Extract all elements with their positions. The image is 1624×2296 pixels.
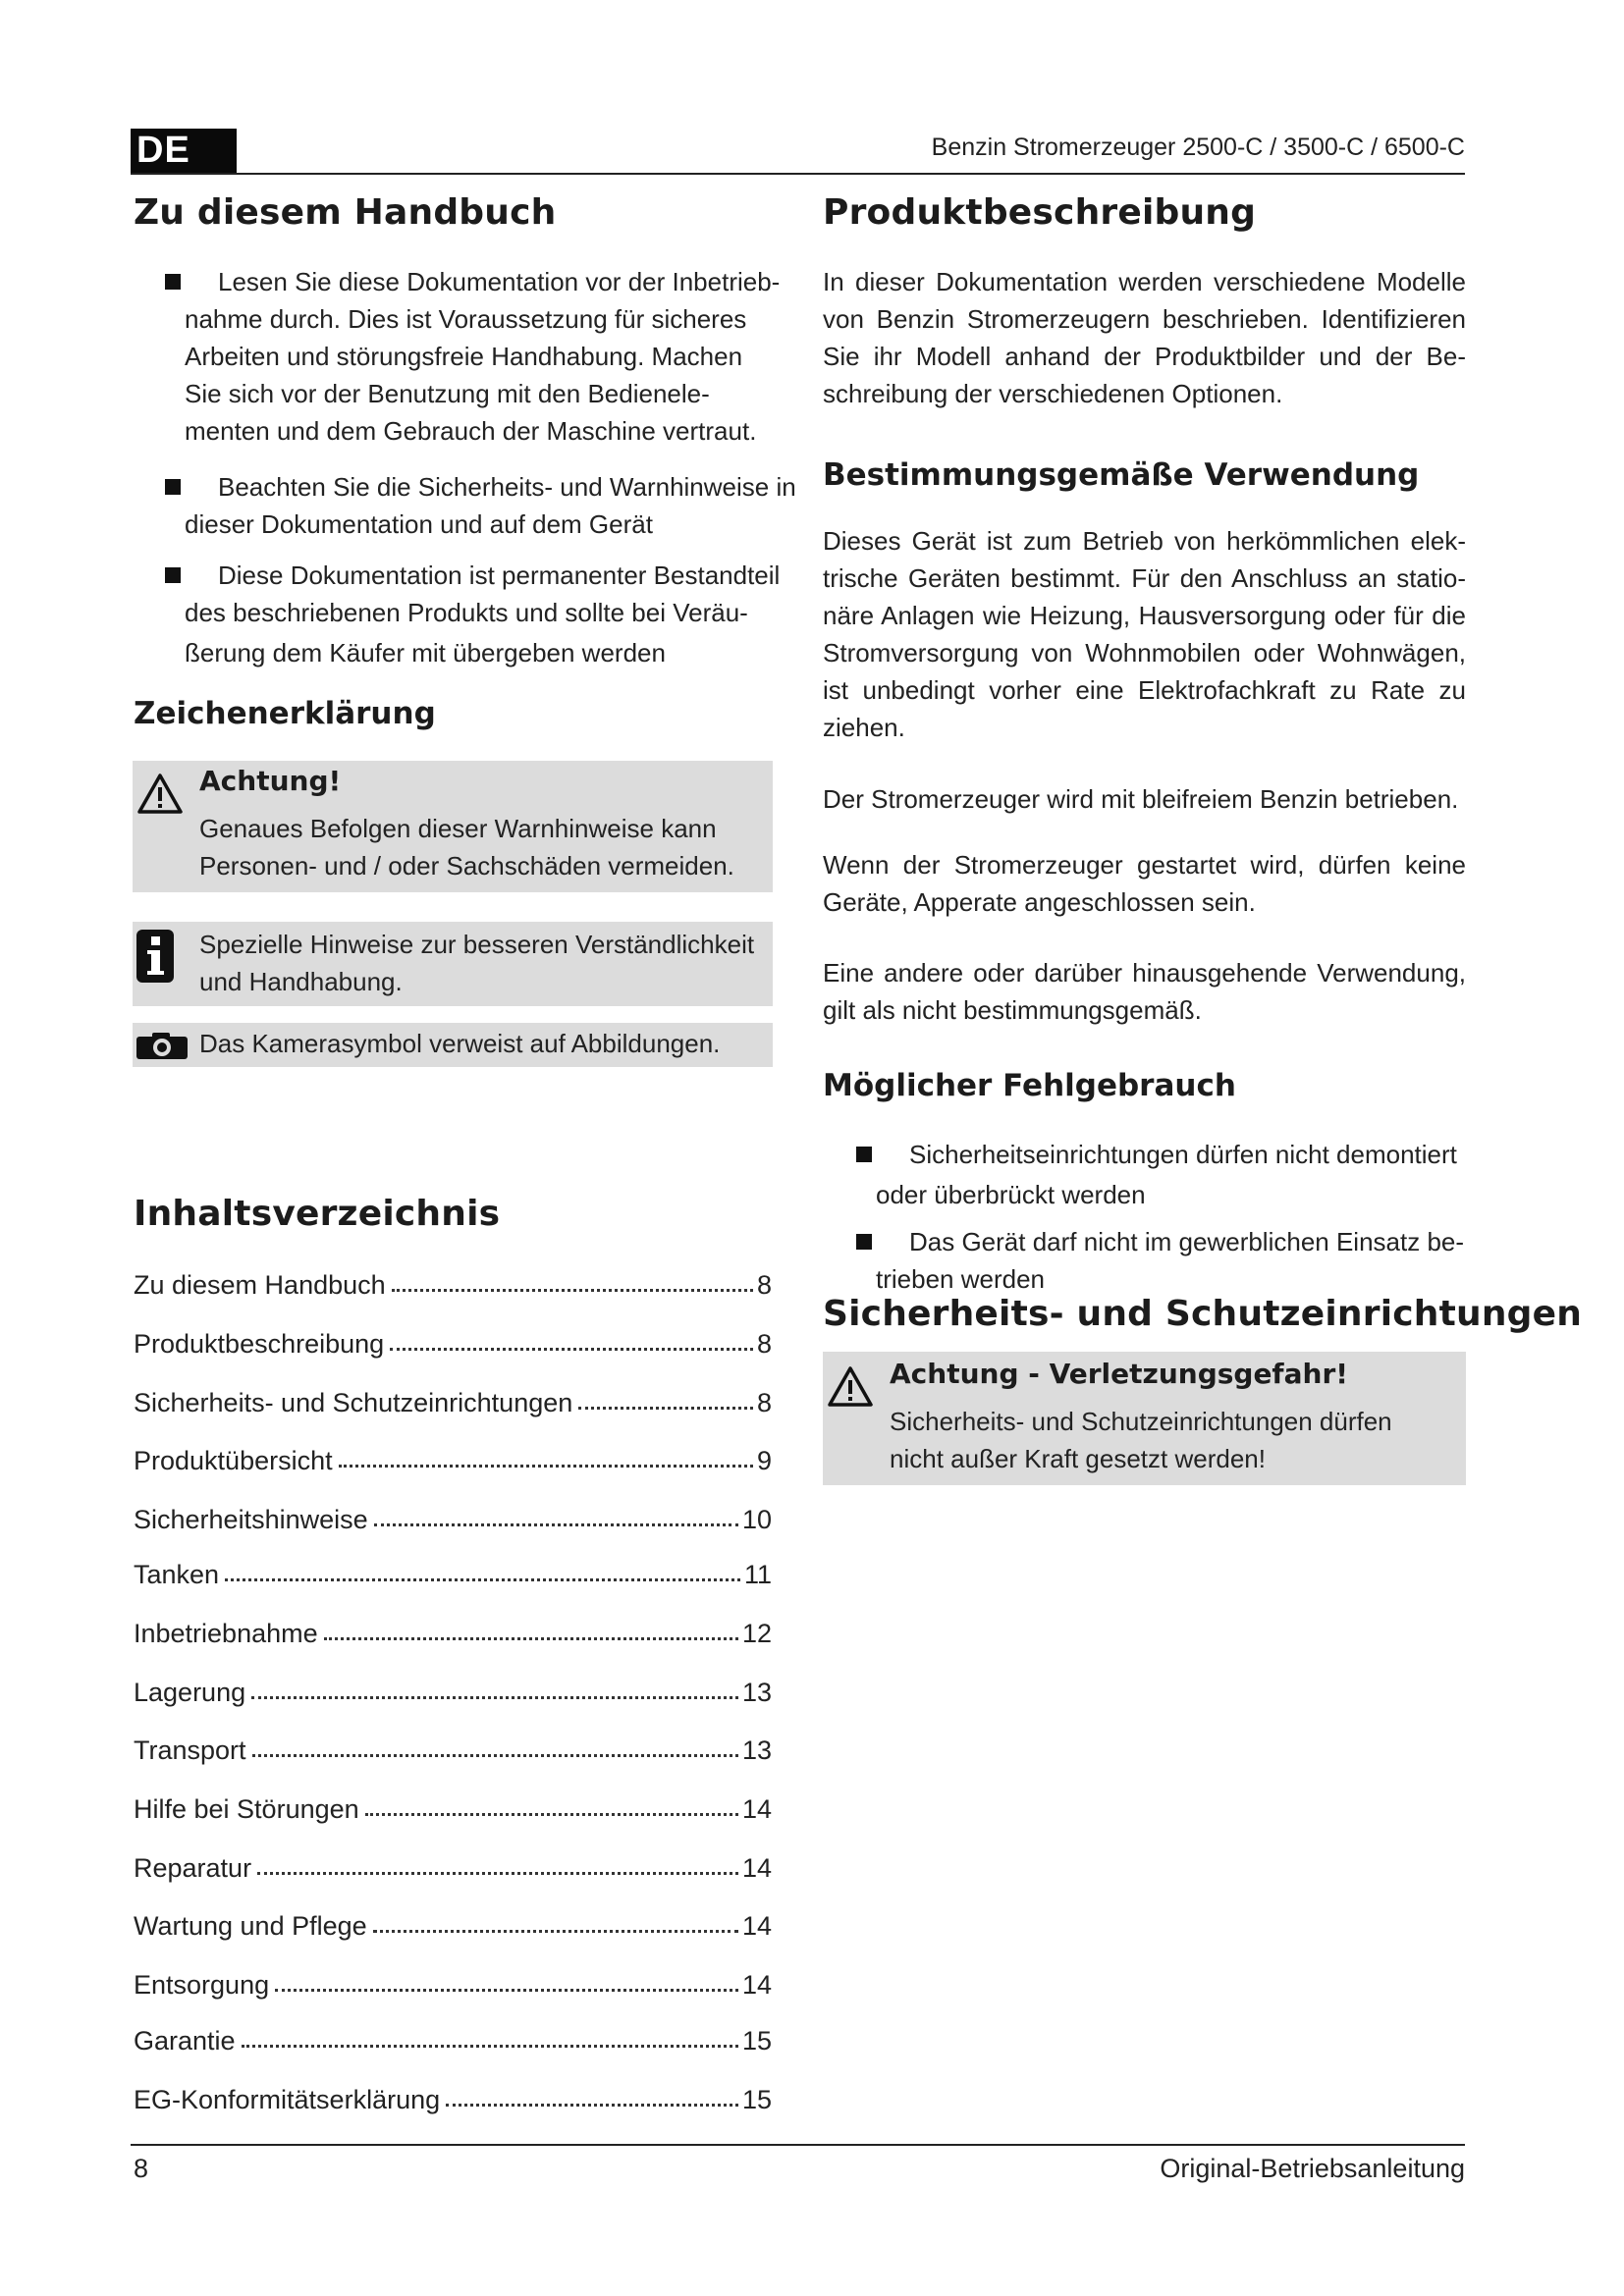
toc-entry-page: 13 bbox=[741, 1678, 772, 1707]
toc-entry-page: 14 bbox=[741, 1911, 772, 1941]
bullet-line: nahme durch. Dies ist Voraussetzung für sicheres bbox=[185, 304, 747, 334]
toc-entry-page: 14 bbox=[741, 1794, 772, 1824]
toc-leader-dots bbox=[242, 2045, 738, 2048]
produkt-line: Sie ihr Modell anhand der Produktbilder und der Be- bbox=[823, 342, 1466, 371]
verwendung-paragraph-3 bbox=[823, 846, 1466, 921]
fehlgebrauch-bullet-1 bbox=[848, 1136, 1477, 1216]
toc-entry-page: 12 bbox=[741, 1619, 772, 1648]
bullet-line: dieser Dokumentation und auf dem Gerät bbox=[185, 509, 653, 539]
toc-entry-page: 8 bbox=[756, 1388, 772, 1417]
info-box bbox=[133, 922, 773, 1006]
toc-leader-dots bbox=[339, 1465, 753, 1468]
bullet-line: menten und dem Gebrauch der Maschine vertraut. bbox=[185, 416, 757, 446]
schutz-warning-title: Achtung - Verletzungsgefahr! bbox=[890, 1358, 1349, 1390]
bullet-square-icon bbox=[165, 567, 181, 583]
toc-entry[interactable] bbox=[134, 1610, 772, 1649]
toc-entry-label: Inbetriebnahme bbox=[134, 1619, 318, 1648]
toc-entry[interactable] bbox=[134, 1496, 772, 1535]
toc-entry-label: Lagerung bbox=[134, 1678, 246, 1707]
toc-entry[interactable] bbox=[134, 1786, 772, 1825]
toc-entry[interactable] bbox=[134, 1320, 772, 1360]
schutz-warning-box bbox=[823, 1352, 1466, 1485]
toc-entry[interactable] bbox=[134, 1379, 772, 1418]
info-text-line: Spezielle Hinweise zur besseren Verständlichkeit bbox=[199, 930, 755, 959]
bullet-line: Beachten Sie die Sicherheits- und Warnhinweise in bbox=[218, 472, 796, 502]
produkt-line: schreibung der verschiedenen Optionen. bbox=[823, 379, 1283, 408]
bullet-square-icon bbox=[165, 479, 181, 495]
schutz-warning-line: Sicherheits- und Schutzeinrichtungen dürfen bbox=[890, 1407, 1392, 1436]
heading-toc: Inhaltsverzeichnis bbox=[134, 1194, 501, 1234]
warning-triangle-icon bbox=[828, 1365, 873, 1407]
toc-entry[interactable] bbox=[134, 1902, 772, 1942]
verwendung-line: Geräte, Apperate angeschlossen sein. bbox=[823, 887, 1256, 917]
bullet-line: Lesen Sie diese Dokumentation vor der Inbetrieb- bbox=[218, 267, 781, 296]
toc-entry-label: EG-Konformitätserklärung bbox=[134, 2085, 441, 2114]
page-number: 8 bbox=[134, 2154, 149, 2183]
document-title: Benzin Stromerzeuger 2500-C / 3500-C / 6500-C bbox=[931, 133, 1465, 161]
header-divider bbox=[131, 173, 1465, 175]
camera-text: Das Kamerasymbol verweist auf Abbildungen. bbox=[199, 1029, 721, 1058]
camera-box bbox=[133, 1023, 773, 1067]
toc-entry-label: Produktbeschreibung bbox=[134, 1329, 385, 1359]
bullet-line: trieben werden bbox=[876, 1264, 1045, 1294]
toc-entry[interactable] bbox=[134, 1727, 772, 1766]
toc-entry-page: 9 bbox=[756, 1446, 772, 1475]
verwendung-line: gilt als nicht bestimmungsgemäß. bbox=[823, 995, 1202, 1025]
heading-fehlgebrauch: Möglicher Fehlgebrauch bbox=[823, 1068, 1236, 1103]
verwendung-line: Stromversorgung von Wohnmobilen oder Wohnwägen, bbox=[823, 638, 1466, 667]
toc-entry-page: 8 bbox=[756, 1329, 772, 1359]
toc-leader-dots bbox=[578, 1407, 753, 1410]
bullet-line: des beschriebenen Produkts und sollte bei Veräu- bbox=[185, 598, 748, 627]
toc-leader-dots bbox=[373, 1930, 738, 1933]
heading-verwendung: Bestimmungsgemäße Verwendung bbox=[823, 457, 1420, 493]
toc-leader-dots bbox=[365, 1813, 738, 1816]
toc-leader-dots bbox=[446, 2104, 738, 2107]
toc-entry[interactable] bbox=[134, 1551, 772, 1590]
produkt-paragraph bbox=[823, 263, 1466, 412]
toc-entry[interactable] bbox=[134, 2076, 772, 2115]
warning-text-line: Genaues Befolgen dieser Warnhinweise kann bbox=[199, 814, 717, 843]
verwendung-paragraph-2: Der Stromerzeuger wird mit bleifreiem Benzin betrieben. bbox=[823, 784, 1459, 814]
heading-produkt: Produktbeschreibung bbox=[823, 192, 1257, 233]
fehlgebrauch-bullet-2 bbox=[848, 1223, 1477, 1298]
bullet-line: Sie sich vor der Benutzung mit den Bedienele- bbox=[185, 379, 710, 408]
heading-zeichen: Zeichenerklärung bbox=[134, 696, 436, 731]
produkt-line: von Benzin Stromerzeugern beschrieben. Identifizieren bbox=[823, 304, 1466, 334]
toc-entry[interactable] bbox=[134, 1669, 772, 1708]
toc-entry-page: 15 bbox=[741, 2026, 772, 2056]
warning-text-line: Personen- und / oder Sachschäden vermeiden. bbox=[199, 851, 734, 881]
verwendung-line: näre Anlagen wie Heizung, Hausversorgung oder für die bbox=[823, 601, 1466, 630]
toc-leader-dots bbox=[392, 1289, 753, 1292]
toc-entry-page: 13 bbox=[741, 1735, 772, 1765]
toc-entry-label: Entsorgung bbox=[134, 1970, 270, 2000]
verwendung-line: ziehen. bbox=[823, 713, 905, 742]
bullet-line: Arbeiten und störungsfreie Handhabung. Machen bbox=[185, 342, 743, 371]
verwendung-line: Eine andere oder darüber hinausgehende Verwendung, bbox=[823, 958, 1466, 988]
footer-label: Original-Betriebsanleitung bbox=[1160, 2154, 1465, 2183]
toc-leader-dots bbox=[390, 1348, 753, 1351]
toc-leader-dots bbox=[374, 1523, 738, 1526]
toc-entry[interactable] bbox=[134, 1961, 772, 2001]
bullet-line: Diese Dokumentation ist permanenter Bestandteil bbox=[218, 561, 781, 590]
toc-entry-page: 10 bbox=[741, 1505, 772, 1534]
toc-entry-label: Hilfe bei Störungen bbox=[134, 1794, 359, 1824]
toc-entry[interactable] bbox=[134, 1437, 772, 1476]
warning-box bbox=[133, 761, 773, 892]
toc-entry[interactable] bbox=[134, 1261, 772, 1301]
bullet-square-icon bbox=[856, 1147, 872, 1162]
verwendung-line: trische Geräten bestimmt. Für den Anschluss an statio- bbox=[823, 563, 1466, 593]
toc-entry[interactable] bbox=[134, 2017, 772, 2056]
toc-entry-label: Zu diesem Handbuch bbox=[134, 1270, 386, 1300]
toc-entry-label: Garantie bbox=[134, 2026, 236, 2056]
bullet-line: ßerung dem Käufer mit übergeben werden bbox=[185, 638, 666, 667]
verwendung-paragraph-1 bbox=[823, 522, 1466, 746]
toc-entry-page: 8 bbox=[756, 1270, 772, 1300]
toc-entry-label: Sicherheitshinweise bbox=[134, 1505, 368, 1534]
toc-entry-page: 11 bbox=[743, 1560, 772, 1589]
info-text-line: und Handhabung. bbox=[199, 967, 403, 996]
toc-entry-label: Sicherheits- und Schutzeinrichtungen bbox=[134, 1388, 573, 1417]
toc-leader-dots bbox=[252, 1754, 738, 1757]
bullet-line: Sicherheitseinrichtungen dürfen nicht demontiert bbox=[909, 1140, 1457, 1169]
toc-entry[interactable] bbox=[134, 1844, 772, 1884]
verwendung-paragraph-4 bbox=[823, 954, 1466, 1029]
toc-leader-dots bbox=[225, 1578, 740, 1581]
verwendung-line: ist unbedingt vorher eine Elektrofachkraft zu Rate zu bbox=[823, 675, 1466, 705]
bullet-line: oder überbrückt werden bbox=[876, 1180, 1146, 1209]
footer-divider bbox=[131, 2144, 1465, 2146]
heading-handbuch: Zu diesem Handbuch bbox=[134, 192, 557, 233]
verwendung-line: Wenn der Stromerzeuger gestartet wird, dürfen keine bbox=[823, 850, 1466, 880]
toc-entry-label: Produktübersicht bbox=[134, 1446, 333, 1475]
heading-schutz: Sicherheits- und Schutzeinrichtungen bbox=[823, 1294, 1583, 1334]
toc-entry-label: Tanken bbox=[134, 1560, 220, 1589]
handbuch-bullet-3 bbox=[157, 557, 805, 674]
toc-leader-dots bbox=[257, 1872, 738, 1875]
produkt-line: In dieser Dokumentation werden verschiedene Modelle bbox=[823, 267, 1466, 296]
toc-entry-label: Transport bbox=[134, 1735, 246, 1765]
toc-entry-page: 14 bbox=[741, 1970, 772, 2000]
toc-leader-dots bbox=[251, 1696, 738, 1699]
bullet-square-icon bbox=[165, 274, 181, 290]
camera-icon bbox=[135, 1032, 189, 1061]
warning-title: Achtung! bbox=[199, 765, 342, 797]
verwendung-line: Dieses Gerät ist zum Betrieb von herkömmlichen elek- bbox=[823, 526, 1466, 556]
toc-entry-page: 14 bbox=[741, 1853, 772, 1883]
language-badge: DE bbox=[131, 129, 237, 173]
warning-triangle-icon bbox=[137, 773, 183, 814]
toc-leader-dots bbox=[275, 1989, 738, 1992]
handbuch-bullet-1 bbox=[157, 263, 805, 450]
toc-entry-label: Wartung und Pflege bbox=[134, 1911, 367, 1941]
toc-entry-label: Reparatur bbox=[134, 1853, 252, 1883]
info-icon bbox=[135, 929, 175, 984]
toc-leader-dots bbox=[324, 1637, 738, 1640]
handbuch-bullet-2 bbox=[157, 468, 805, 543]
toc-entry-page: 15 bbox=[741, 2085, 772, 2114]
bullet-square-icon bbox=[856, 1234, 872, 1250]
bullet-line: Das Gerät darf nicht im gewerblichen Einsatz be- bbox=[909, 1227, 1465, 1256]
schutz-warning-line: nicht außer Kraft gesetzt werden! bbox=[890, 1444, 1266, 1473]
